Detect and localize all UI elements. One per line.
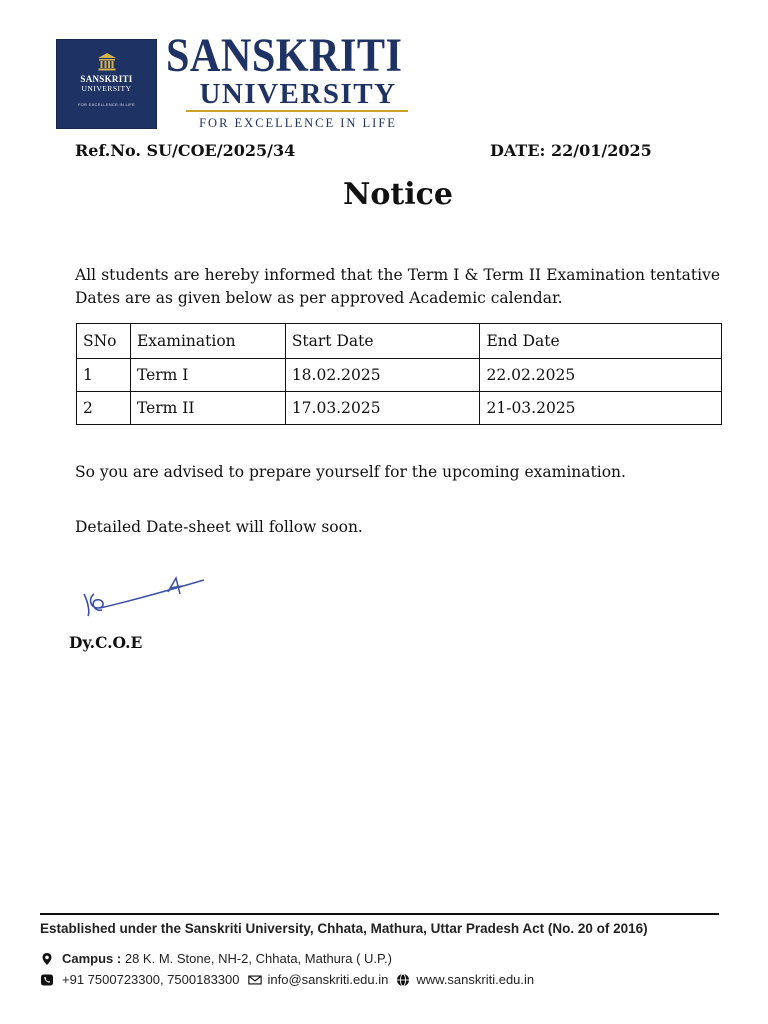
exam-schedule-table: [76, 323, 722, 425]
footer-divider: [40, 913, 719, 915]
footer-campus-line: [40, 950, 392, 968]
followup-paragraph: Detailed Date-sheet will follow soon.: [75, 518, 363, 536]
table-cell-examination: Term II: [130, 392, 285, 425]
university-tagline: FOR EXCELLENCE IN LIFE: [199, 116, 397, 130]
table-header-row: [77, 324, 722, 359]
table-cell-end-date: 21-03.2025: [480, 392, 722, 425]
table-cell-examination: Term I: [130, 359, 285, 392]
table-row: [77, 392, 722, 425]
campus-address: 28 K. M. Stone, NH-2, Chhata, Mathura ( U.P.): [124, 951, 392, 966]
campus-label: Campus :: [62, 951, 122, 966]
document-date: DATE: 22/01/2025: [490, 141, 652, 160]
mail-icon: [248, 973, 262, 987]
intro-paragraph: All students are hereby informed that the Term I & Term II Examination tentative Dates are as given below as per approved Academic calendar.: [75, 266, 720, 307]
building-emblem-icon: [97, 52, 117, 72]
table-cell-end-date: 22.02.2025: [480, 359, 722, 392]
phone-numbers: +91 7500723300, 7500183300: [62, 972, 240, 987]
footer-contact-line: [40, 971, 534, 989]
advice-paragraph: So you are advised to prepare yourself for the upcoming examination.: [75, 463, 626, 481]
table-cell-sno: 2: [77, 392, 131, 425]
logo-line-2: UNIVERSITY: [81, 84, 132, 93]
reference-number: Ref.No. SU/COE/2025/34: [75, 141, 296, 160]
logo-line-3: FOR EXCELLENCE IN LIFE: [77, 102, 136, 107]
table-cell-start-date: 18.02.2025: [285, 359, 480, 392]
column-header-start-date: Start Date: [285, 324, 480, 359]
table-row: [77, 359, 722, 392]
column-header-examination: Examination: [130, 324, 285, 359]
phone-icon: [40, 973, 54, 987]
table-cell-start-date: 17.03.2025: [285, 392, 480, 425]
footer-established-text: Established under the Sanskriti University, Chhata, Mathura, Uttar Pradesh Act (No. 20 of 2016): [40, 921, 648, 936]
university-name: SANSKRITI: [166, 29, 403, 82]
column-header-sno: SNo: [77, 324, 131, 359]
signatory-title: Dy.C.O.E: [69, 633, 143, 652]
handwritten-signature: [76, 572, 208, 622]
logo-line-1: SANSKRITI: [80, 74, 133, 84]
email-address[interactable]: info@sanskriti.edu.in: [267, 972, 389, 987]
table-cell-sno: 1: [77, 359, 131, 392]
brand-divider: [186, 110, 408, 112]
location-pin-icon: [40, 952, 54, 966]
website-link[interactable]: www.sanskriti.edu.in: [416, 972, 535, 987]
notice-title: Notice: [342, 177, 454, 212]
university-subtitle: UNIVERSITY: [199, 78, 397, 110]
globe-icon: [396, 973, 410, 987]
column-header-end-date: End Date: [480, 324, 722, 359]
university-logo: [56, 39, 157, 129]
